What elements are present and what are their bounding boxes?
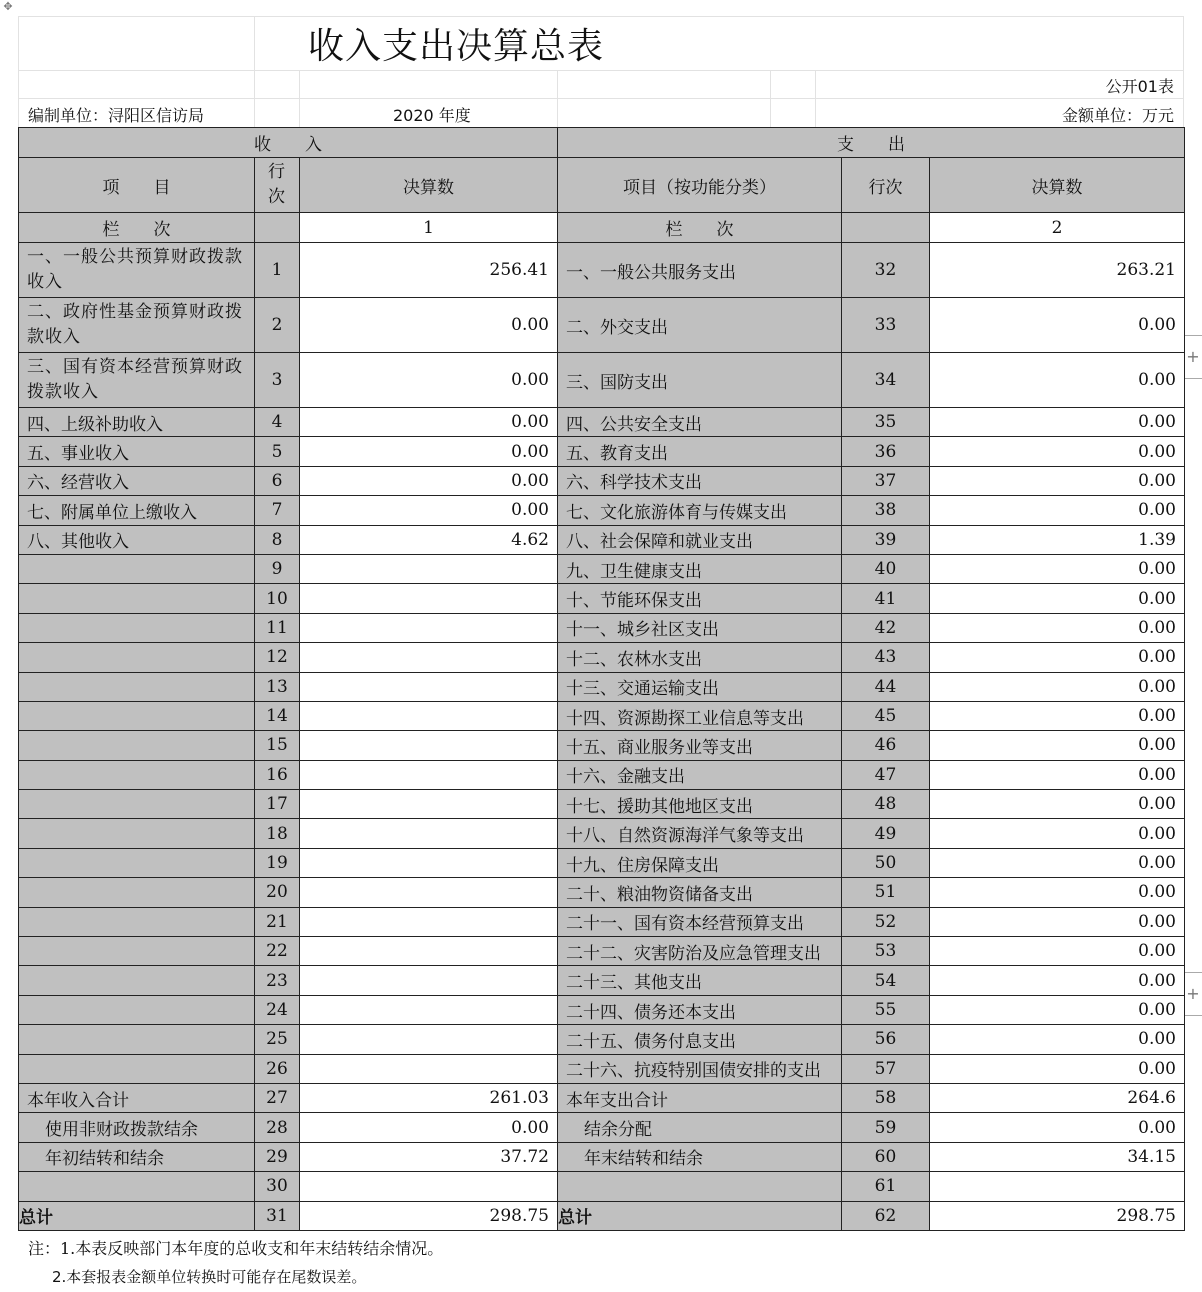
expense-amount: 0.00 bbox=[930, 701, 1185, 730]
expense-row-number: 46 bbox=[842, 731, 930, 760]
income-amount: 256.41 bbox=[300, 243, 558, 298]
income-row-number: 26 bbox=[255, 1054, 300, 1083]
income-amount bbox=[300, 995, 558, 1024]
expense-amount: 0.00 bbox=[930, 643, 1185, 672]
income-amount bbox=[300, 1172, 558, 1201]
table-row bbox=[19, 848, 1185, 877]
table-row bbox=[19, 937, 1185, 966]
table-row bbox=[19, 672, 1185, 701]
note-1: 注：1.本表反映部门本年度的总收支和年末结转结余情况。 bbox=[28, 1239, 444, 1258]
income-row-number: 6 bbox=[255, 466, 300, 495]
income-amount bbox=[300, 966, 558, 995]
income-item: 总计 bbox=[19, 1201, 255, 1230]
expense-column-label: 栏 次 bbox=[558, 213, 842, 243]
expense-row-number: 49 bbox=[842, 819, 930, 848]
expense-item: 四、公共安全支出 bbox=[558, 408, 842, 437]
expense-row-number: 34 bbox=[842, 353, 930, 408]
income-row-number: 4 bbox=[255, 408, 300, 437]
income-amount: 4.62 bbox=[300, 525, 558, 554]
income-item bbox=[19, 966, 255, 995]
income-amount: 0.00 bbox=[300, 496, 558, 525]
income-row-number: 20 bbox=[255, 878, 300, 907]
expense-amount: 0.00 bbox=[930, 408, 1185, 437]
expense-item: 二十四、债务还本支出 bbox=[558, 995, 842, 1024]
income-amount: 0.00 bbox=[300, 298, 558, 353]
expense-item: 十七、援助其他地区支出 bbox=[558, 790, 842, 819]
expense-amount: 263.21 bbox=[930, 243, 1185, 298]
income-amount: 37.72 bbox=[300, 1142, 558, 1171]
income-amount bbox=[300, 878, 558, 907]
expense-amount: 0.00 bbox=[930, 496, 1185, 525]
expense-item: 本年支出合计 bbox=[558, 1083, 842, 1112]
table-row bbox=[19, 701, 1185, 730]
expense-item: 十六、金融支出 bbox=[558, 760, 842, 789]
expense-column-number: 2 bbox=[930, 213, 1185, 243]
expense-item-header: 项目（按功能分类） bbox=[558, 158, 842, 213]
grid-line bbox=[18, 98, 1184, 99]
expense-amount: 0.00 bbox=[930, 613, 1185, 642]
expense-row-number: 55 bbox=[842, 995, 930, 1024]
grid-line bbox=[18, 70, 1184, 71]
income-row-number: 12 bbox=[255, 643, 300, 672]
expense-amount: 0.00 bbox=[930, 437, 1185, 466]
income-item bbox=[19, 584, 255, 613]
expense-amount: 0.00 bbox=[930, 790, 1185, 819]
expense-row-number: 43 bbox=[842, 643, 930, 672]
income-amount bbox=[300, 643, 558, 672]
expense-row-number: 56 bbox=[842, 1025, 930, 1054]
income-amount: 0.00 bbox=[300, 1113, 558, 1142]
income-row-number: 24 bbox=[255, 995, 300, 1024]
expense-item: 年末结转和结余 bbox=[558, 1142, 842, 1171]
expense-row-number: 53 bbox=[842, 937, 930, 966]
expense-item: 十九、住房保障支出 bbox=[558, 848, 842, 877]
income-item-header: 项 目 bbox=[19, 158, 255, 213]
income-row-number: 8 bbox=[255, 525, 300, 554]
expense-row-number: 33 bbox=[842, 298, 930, 353]
grid-line bbox=[299, 70, 300, 127]
reporting-unit: 编制单位：浔阳区信访局 bbox=[28, 106, 205, 125]
add-row-icon[interactable]: + bbox=[1184, 972, 1202, 1016]
income-row-number: 28 bbox=[255, 1113, 300, 1142]
income-item: 八、其他收入 bbox=[19, 525, 255, 554]
table-row bbox=[19, 525, 1185, 554]
table-row bbox=[19, 554, 1185, 583]
income-amount bbox=[300, 613, 558, 642]
income-amount: 298.75 bbox=[300, 1201, 558, 1230]
income-item: 本年收入合计 bbox=[19, 1083, 255, 1112]
expense-amount: 0.00 bbox=[930, 1054, 1185, 1083]
income-column-label: 栏 次 bbox=[19, 213, 255, 243]
fiscal-year: 2020 年度 bbox=[393, 106, 471, 125]
expense-item bbox=[558, 1172, 842, 1201]
expense-row-number: 39 bbox=[842, 525, 930, 554]
expense-item: 一、一般公共服务支出 bbox=[558, 243, 842, 298]
income-item bbox=[19, 848, 255, 877]
table-row bbox=[19, 496, 1185, 525]
grid-line bbox=[770, 70, 771, 127]
table-row bbox=[19, 1172, 1185, 1201]
expense-item: 十二、农林水支出 bbox=[558, 643, 842, 672]
income-item bbox=[19, 701, 255, 730]
income-item: 五、事业收入 bbox=[19, 437, 255, 466]
grid-line bbox=[557, 70, 558, 127]
table-row bbox=[19, 878, 1185, 907]
income-amount bbox=[300, 790, 558, 819]
expense-rowno-header: 行次 bbox=[842, 158, 930, 213]
expense-row-number: 52 bbox=[842, 907, 930, 936]
income-item bbox=[19, 790, 255, 819]
income-item: 年初结转和结余 bbox=[19, 1142, 255, 1171]
expense-amount bbox=[930, 1172, 1185, 1201]
expense-item: 三、国防支出 bbox=[558, 353, 842, 408]
income-row-number: 27 bbox=[255, 1083, 300, 1112]
expense-amount: 0.00 bbox=[930, 966, 1185, 995]
expense-item: 十、节能环保支出 bbox=[558, 584, 842, 613]
income-item bbox=[19, 995, 255, 1024]
income-amount bbox=[300, 937, 558, 966]
table-row bbox=[19, 584, 1185, 613]
currency-unit: 金额单位：万元 bbox=[1061, 106, 1174, 125]
income-row-number: 3 bbox=[255, 353, 300, 408]
income-item bbox=[19, 731, 255, 760]
income-row-number: 25 bbox=[255, 1025, 300, 1054]
income-row-number: 29 bbox=[255, 1142, 300, 1171]
income-amount: 261.03 bbox=[300, 1083, 558, 1112]
income-amount bbox=[300, 701, 558, 730]
income-amount-header: 决算数 bbox=[300, 158, 558, 213]
income-row-number: 10 bbox=[255, 584, 300, 613]
expense-item: 七、文化旅游体育与传媒支出 bbox=[558, 496, 842, 525]
expense-row-number: 59 bbox=[842, 1113, 930, 1142]
expense-amount: 0.00 bbox=[930, 1113, 1185, 1142]
expense-amount: 1.39 bbox=[930, 525, 1185, 554]
income-row-number: 7 bbox=[255, 496, 300, 525]
income-item: 二、政府性基金预算财政拨款收入 bbox=[19, 298, 255, 353]
table-row bbox=[19, 353, 1185, 408]
expense-row-number: 58 bbox=[842, 1083, 930, 1112]
income-row-number: 15 bbox=[255, 731, 300, 760]
table-row bbox=[19, 243, 1185, 298]
income-item bbox=[19, 907, 255, 936]
grid-line bbox=[254, 16, 255, 127]
income-item bbox=[19, 819, 255, 848]
grid-line bbox=[18, 16, 19, 127]
expense-item: 十八、自然资源海洋气象等支出 bbox=[558, 819, 842, 848]
expense-item: 九、卫生健康支出 bbox=[558, 554, 842, 583]
expense-amount: 0.00 bbox=[930, 584, 1185, 613]
income-item: 六、经营收入 bbox=[19, 466, 255, 495]
income-amount bbox=[300, 584, 558, 613]
expense-item: 十三、交通运输支出 bbox=[558, 672, 842, 701]
expense-amount: 34.15 bbox=[930, 1142, 1185, 1171]
income-amount: 0.00 bbox=[300, 437, 558, 466]
income-row-number: 31 bbox=[255, 1201, 300, 1230]
expense-item: 总计 bbox=[558, 1201, 842, 1230]
expense-amount: 0.00 bbox=[930, 466, 1185, 495]
expense-amount: 264.6 bbox=[930, 1083, 1185, 1112]
expense-rowno-blank bbox=[842, 213, 930, 243]
table-row bbox=[19, 731, 1185, 760]
income-amount: 0.00 bbox=[300, 353, 558, 408]
income-column-number: 1 bbox=[300, 213, 558, 243]
table-row bbox=[19, 760, 1185, 789]
income-item bbox=[19, 878, 255, 907]
grid-line bbox=[1183, 16, 1184, 127]
income-amount bbox=[300, 1025, 558, 1054]
income-item bbox=[19, 937, 255, 966]
table-row bbox=[19, 613, 1185, 642]
expense-row-number: 38 bbox=[842, 496, 930, 525]
table-row bbox=[19, 298, 1185, 353]
income-row-number: 9 bbox=[255, 554, 300, 583]
expense-item: 二十、粮油物资储备支出 bbox=[558, 878, 842, 907]
budget-table bbox=[18, 127, 1185, 1231]
expense-item: 八、社会保障和就业支出 bbox=[558, 525, 842, 554]
income-item: 三、国有资本经营预算财政拨款收入 bbox=[19, 353, 255, 408]
income-amount bbox=[300, 731, 558, 760]
expense-item: 十五、商业服务业等支出 bbox=[558, 731, 842, 760]
income-row-number: 16 bbox=[255, 760, 300, 789]
expense-item: 二十一、国有资本经营预算支出 bbox=[558, 907, 842, 936]
expense-row-number: 61 bbox=[842, 1172, 930, 1201]
table-row bbox=[19, 1142, 1185, 1171]
expense-item: 十四、资源勘探工业信息等支出 bbox=[558, 701, 842, 730]
table-row bbox=[19, 995, 1185, 1024]
add-row-icon[interactable]: + bbox=[1184, 335, 1202, 379]
move-handle-icon[interactable]: ✥ bbox=[3, 0, 13, 13]
income-amount bbox=[300, 554, 558, 583]
expense-row-number: 32 bbox=[842, 243, 930, 298]
income-row-number: 30 bbox=[255, 1172, 300, 1201]
table-row bbox=[19, 907, 1185, 936]
income-item bbox=[19, 643, 255, 672]
income-amount: 0.00 bbox=[300, 466, 558, 495]
expense-amount: 0.00 bbox=[930, 1025, 1185, 1054]
table-row bbox=[19, 466, 1185, 495]
expense-row-number: 36 bbox=[842, 437, 930, 466]
table-row bbox=[19, 1113, 1185, 1142]
expense-row-number: 42 bbox=[842, 613, 930, 642]
expense-header: 支 出 bbox=[558, 128, 1185, 158]
expense-row-number: 35 bbox=[842, 408, 930, 437]
expense-amount-header: 决算数 bbox=[930, 158, 1185, 213]
expense-amount: 298.75 bbox=[930, 1201, 1185, 1230]
income-amount: 0.00 bbox=[300, 408, 558, 437]
income-row-number: 21 bbox=[255, 907, 300, 936]
expense-row-number: 57 bbox=[842, 1054, 930, 1083]
expense-row-number: 47 bbox=[842, 760, 930, 789]
expense-item: 六、科学技术支出 bbox=[558, 466, 842, 495]
expense-row-number: 50 bbox=[842, 848, 930, 877]
expense-item: 结余分配 bbox=[558, 1113, 842, 1142]
expense-item: 十一、城乡社区支出 bbox=[558, 613, 842, 642]
income-row-number: 18 bbox=[255, 819, 300, 848]
income-item bbox=[19, 613, 255, 642]
income-row-number: 22 bbox=[255, 937, 300, 966]
expense-item: 五、教育支出 bbox=[558, 437, 842, 466]
income-row-number: 17 bbox=[255, 790, 300, 819]
income-item bbox=[19, 1054, 255, 1083]
expense-amount: 0.00 bbox=[930, 672, 1185, 701]
expense-item: 二十五、债务付息支出 bbox=[558, 1025, 842, 1054]
income-row-number: 5 bbox=[255, 437, 300, 466]
table-row bbox=[19, 437, 1185, 466]
expense-amount: 0.00 bbox=[930, 731, 1185, 760]
grid-line bbox=[815, 70, 816, 127]
income-item bbox=[19, 760, 255, 789]
expense-amount: 0.00 bbox=[930, 878, 1185, 907]
grid-line bbox=[18, 16, 1184, 17]
income-amount bbox=[300, 819, 558, 848]
income-amount bbox=[300, 907, 558, 936]
expense-item: 二十二、灾害防治及应急管理支出 bbox=[558, 937, 842, 966]
income-item bbox=[19, 1025, 255, 1054]
form-number: 公开01表 bbox=[1105, 77, 1174, 96]
table-row bbox=[19, 1201, 1185, 1230]
expense-amount: 0.00 bbox=[930, 937, 1185, 966]
expense-amount: 0.00 bbox=[930, 848, 1185, 877]
income-row-number: 14 bbox=[255, 701, 300, 730]
expense-amount: 0.00 bbox=[930, 554, 1185, 583]
income-item bbox=[19, 554, 255, 583]
expense-row-number: 60 bbox=[842, 1142, 930, 1171]
income-rowno-header: 行次 bbox=[255, 158, 300, 213]
income-amount bbox=[300, 672, 558, 701]
expense-item: 二十六、抗疫特别国债安排的支出 bbox=[558, 1054, 842, 1083]
note-2: 2.本套报表金额单位转换时可能存在尾数误差。 bbox=[52, 1268, 367, 1286]
expense-amount: 0.00 bbox=[930, 298, 1185, 353]
income-row-number: 1 bbox=[255, 243, 300, 298]
expense-amount: 0.00 bbox=[930, 760, 1185, 789]
income-amount bbox=[300, 1054, 558, 1083]
expense-item: 二十三、其他支出 bbox=[558, 966, 842, 995]
income-item: 使用非财政拨款结余 bbox=[19, 1113, 255, 1142]
expense-row-number: 40 bbox=[842, 554, 930, 583]
expense-row-number: 54 bbox=[842, 966, 930, 995]
income-item: 七、附属单位上缴收入 bbox=[19, 496, 255, 525]
income-item bbox=[19, 672, 255, 701]
expense-amount: 0.00 bbox=[930, 995, 1185, 1024]
table-row bbox=[19, 966, 1185, 995]
expense-row-number: 51 bbox=[842, 878, 930, 907]
table-row bbox=[19, 643, 1185, 672]
table-row bbox=[19, 408, 1185, 437]
income-item: 一、一般公共预算财政拨款收入 bbox=[19, 243, 255, 298]
income-row-number: 11 bbox=[255, 613, 300, 642]
table-row bbox=[19, 1025, 1185, 1054]
expense-amount: 0.00 bbox=[930, 819, 1185, 848]
table-row bbox=[19, 790, 1185, 819]
income-rowno-blank bbox=[255, 213, 300, 243]
income-row-number: 13 bbox=[255, 672, 300, 701]
expense-row-number: 44 bbox=[842, 672, 930, 701]
expense-row-number: 45 bbox=[842, 701, 930, 730]
expense-item: 二、外交支出 bbox=[558, 298, 842, 353]
expense-amount: 0.00 bbox=[930, 353, 1185, 408]
income-item: 四、上级补助收入 bbox=[19, 408, 255, 437]
expense-row-number: 41 bbox=[842, 584, 930, 613]
table-row bbox=[19, 819, 1185, 848]
expense-row-number: 62 bbox=[842, 1201, 930, 1230]
income-row-number: 2 bbox=[255, 298, 300, 353]
income-row-number: 23 bbox=[255, 966, 300, 995]
expense-row-number: 37 bbox=[842, 466, 930, 495]
table-row bbox=[19, 1054, 1185, 1083]
income-amount bbox=[300, 848, 558, 877]
income-row-number: 19 bbox=[255, 848, 300, 877]
income-amount bbox=[300, 760, 558, 789]
report-title: 收入支出决算总表 bbox=[308, 26, 605, 67]
income-header: 收 入 bbox=[19, 128, 558, 158]
income-item bbox=[19, 1172, 255, 1201]
table-row bbox=[19, 1083, 1185, 1112]
expense-row-number: 48 bbox=[842, 790, 930, 819]
expense-amount: 0.00 bbox=[930, 907, 1185, 936]
